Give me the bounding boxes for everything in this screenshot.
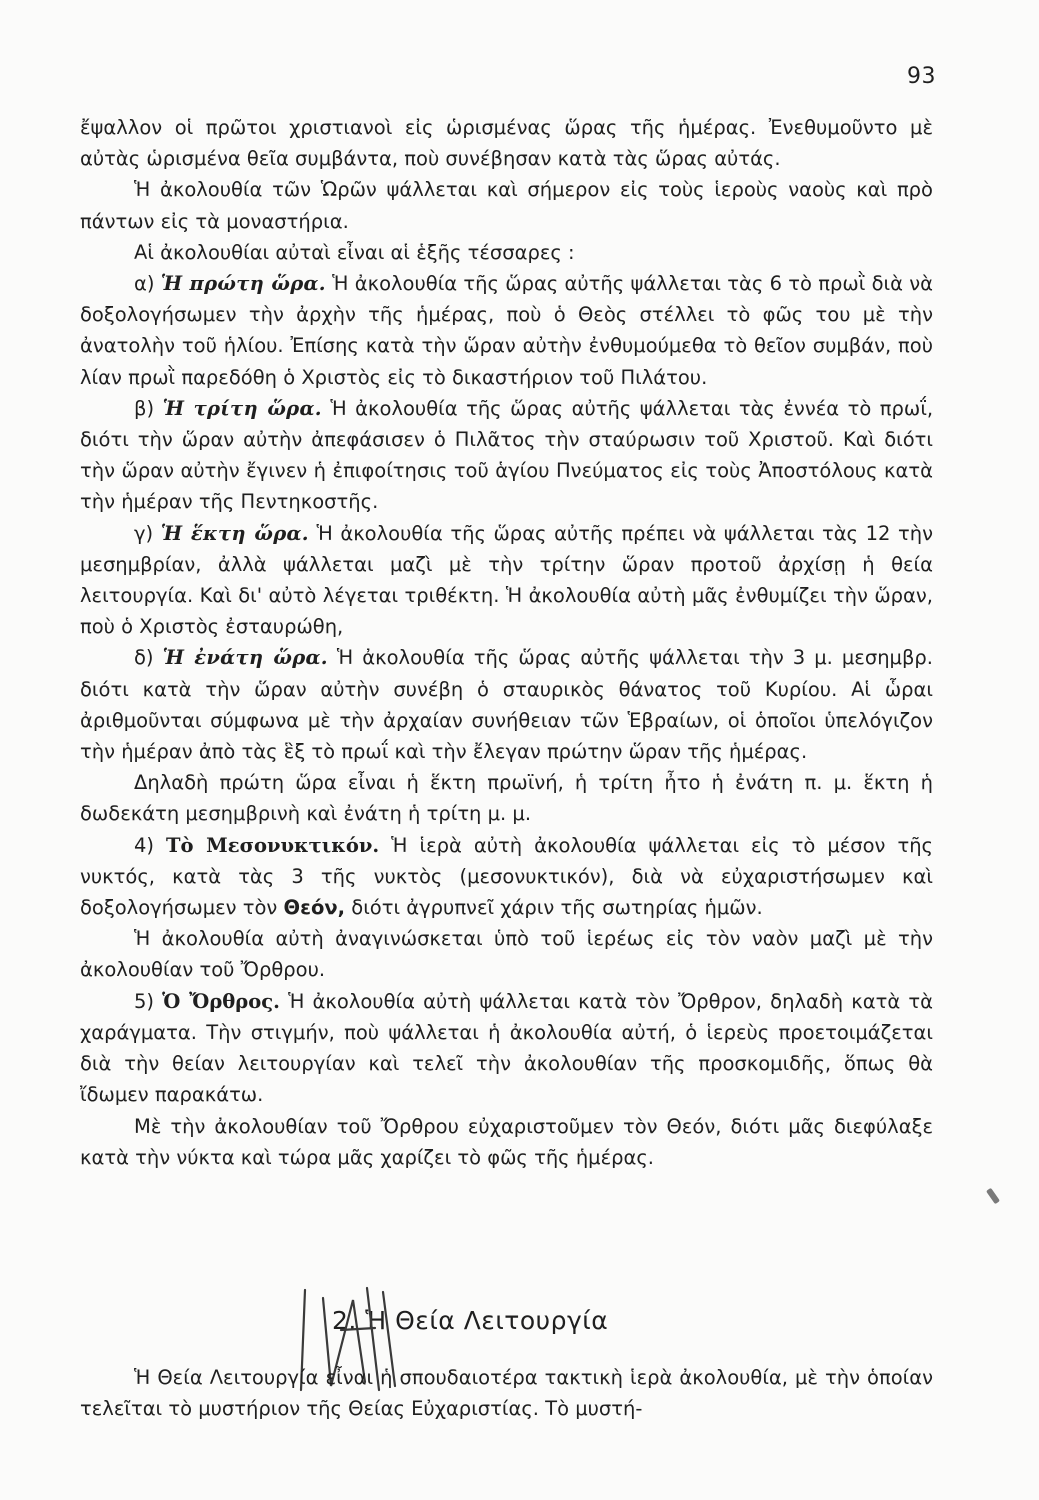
main-text [80,112,933,1173]
item-prefix: δ) [134,646,154,670]
item-label: Ἡ τρίτη ὥρα. [162,396,322,420]
item-label: Ἡ ἐνάτη ὥρα. [162,646,328,670]
item-prefix: α) [134,272,155,296]
item-sixth-hour [80,518,933,643]
paragraph-orthros-thanks: Μὲ τὴν ἀκολουθίαν τοῦ Ὄρθρου εὐχαριστοῦμεν τὸν Θεόν, διότι μᾶς διεφύλαξε κατὰ τὴν νύκτα καὶ τώρα μᾶς χαρίζει τὸ φῶς τῆς ἡμέρας. [80,1114,933,1169]
item-text: διότι ἀγρυπνεῖ χάριν τῆς σωτηρίας ἡμῶν. [351,896,763,920]
item-prefix: 4) [134,833,155,857]
paragraph-intro: ἔψαλλον οἱ πρῶτοι χριστιανοὶ εἰς ὡρισμένας ὥρας τῆς ἡμέρας. Ἐνεθυμοῦντο μὲ αὐτὰς ὡρισμένα θεῖα συμβάντα, ποὺ συνέβησαν κατὰ τὰς ὥρας αὐτάς. [80,116,933,171]
item-third-hour [80,393,933,518]
item-emphasis: Θεόν, [283,896,346,920]
item-text: Ἡ ἀκολουθία τῆς ὥρας αὐτῆς πρέπει νὰ ψάλλεται τὰς 12 τὴν μεσημβρίαν, ἀλλὰ ψάλλεται μαζὶ μὲ τὴν τρίτην ὥραν προτοῦ ἀρχίσῃ ἡ θεία λειτουργία. Καὶ δι' αὐτὸ λέγεται τριθέκτη. Ἡ ἀκολουθία αὐτὴ μᾶς ἐνθυμίζει τὴν ὥραν, ποὺ ὁ Χριστὸς ἐσταυρώθη, [80,521,933,639]
item-text: Ἡ ἱερὰ αὐτὴ ἀκολουθία ψάλλεται εἰς τὸ μέσον τῆς νυκτός, κατὰ τὰς 3 τῆς νυκτὸς (μεσονυκτικόν), διὰ νὰ εὐχαριστήσωμεν καὶ δοξολογήσωμεν τὸν [80,833,934,920]
section-heading: 2. Ἡ Θεία Λειτουργία [332,1306,609,1335]
item-text: Ἡ ἀκολουθία τῆς ὥρας αὐτῆς ψάλλεται τὴν 3 μ. μεσημβρ. διότι κατὰ τὴν ὥραν αὐτὴν συνέβη ὁ σταυρικὸς θάνατος τοῦ Κυρίου. Αἱ ὧραι ἀριθμοῦνται σύμφωνα μὲ τὴν ἀρχαίαν συνήθειαν τῶν Ἑβραίων, οἱ ὁποῖοι ὑπελόγιζον τὴν ἡμέραν ἀπὸ τὰς ἓξ τὸ πρωΐ καὶ τὴν ἔλεγαν πρώτην ὥραν τῆς ἡμέρας. [80,646,933,764]
item-prefix: β) [134,396,155,420]
item-first-hour [80,268,933,393]
item-prefix: γ) [134,521,154,545]
page-number: 93 [907,64,936,89]
paragraph-reading: Ἡ ἀκολουθία αὐτὴ ἀναγινώσκεται ὑπὸ τοῦ ἱερέως εἰς τὸν ναὸν μαζὶ μὲ τὴν ἀκολουθίαν τοῦ Ὄρθρου. [80,927,933,982]
item-ninth-hour [80,642,933,767]
item-text: Ἡ ἀκολουθία αὐτὴ ψάλλεται κατὰ τὸν Ὄρθρον, δηλαδὴ κατὰ τὰ χαράγματα. Τὴν στιγμήν, ποὺ ψάλλεται ἡ ἀκολουθία αὐτή, ὁ ἱερεὺς προετοιμάζεται διὰ τὴν θείαν λειτουργίαν καὶ τελεῖ τὴν ἀκολουθίαν τῆς προσκομιδῆς, ὅπως θὰ ἴδωμεν παρακάτω. [80,989,933,1107]
item-text: Ἡ ἀκολουθία τῆς ὥρας αὐτῆς ψάλλεται τὰς ἐννέα τὸ πρωΐ, διότι τὴν ὥραν αὐτὴν ἀπεφάσισεν ὁ Πιλᾶτος τὴν σταύρωσιν τοῦ Χριστοῦ. Καὶ διότι τὴν ὥραν αὐτὴν ἔγινεν ἡ ἐπιφοίτησις τοῦ ἁγίου Πνεύματος εἰς τοὺς Ἀποστόλους κατὰ τὴν ἡμέραν τῆς Πεντηκοστῆς. [80,396,934,514]
item-label: Ἡ ἕκτη ὥρα. [160,521,309,545]
item-prefix: 5) [134,989,155,1013]
scan-speck [986,1188,1000,1205]
section-body [80,1362,933,1424]
paragraph-four-services: Αἱ ἀκολουθίαι αὐταὶ εἶναι αἱ ἑξῆς τέσσαρες : [134,240,575,264]
item-label: Ὁ Ὄρθρος. [162,989,280,1013]
paragraph-hours-service: Ἡ ἀκολουθία τῶν Ὡρῶν ψάλλεται καὶ σήμερον εἰς τοὺς ἱεροὺς ναοὺς καὶ πρὸ πάντων εἰς τὰ μοναστήρια. [80,178,933,233]
paragraph-explanation: Δηλαδὴ πρώτη ὥρα εἶναι ἡ ἕκτη πρωϊνή, ἡ τρίτη ἦτο ἡ ἐνάτη π. μ. ἕκτη ἡ δωδεκάτη μεσημβρινὴ καὶ ἐνάτη ἡ τρίτη μ. μ. [80,771,933,826]
item-label: Τὸ Μεσονυκτικόν. [166,833,380,857]
item-orthros [80,986,933,1111]
item-label: Ἡ πρώτη ὥρα. [160,272,326,296]
paragraph-liturgy: Ἡ Θεία Λειτουργία εἶναι ἡ σπουδαιοτέρα τακτικὴ ἱερὰ ἀκολουθία, μὲ τὴν ὁποίαν τελεῖται τὸ μυστήριον τῆς Θείας Εὐχαριστίας. Τὸ μυστή- [80,1366,933,1421]
item-mesonyktikon [80,830,933,924]
item-text: Ἡ ἀκολουθία τῆς ὥρας αὐτῆς ψάλλεται τὰς 6 τὸ πρωῒ διὰ νὰ δοξολογήσωμεν τὴν ἀρχὴν τῆς ἡμέρας, ποὺ ὁ Θεὸς στέλλει τὸ φῶς του μὲ τὴν ἀνατολὴν τοῦ ἡλίου. Ἐπίσης κατὰ τὴν ὥραν αὐτὴν ἐνθυμούμεθα τὸ θεῖον συμβάν, ποὺ λίαν πρωῒ παρεδόθη ὁ Χριστὸς εἰς τὸ δικαστήριον τοῦ Πιλάτου. [80,272,933,389]
